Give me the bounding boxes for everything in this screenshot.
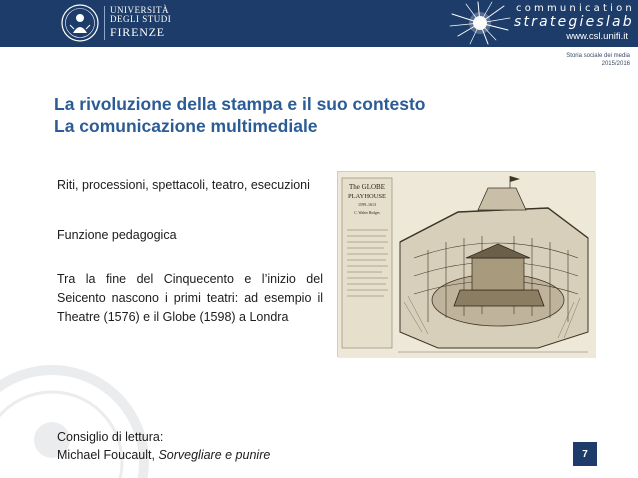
plate-title-4: C. Walter Hodges	[354, 211, 380, 215]
slide-title-line1: La rivoluzione della stampa e il suo contesto	[54, 94, 426, 114]
slide-title-line2: La comunicazione multimediale	[54, 116, 318, 136]
course-name: Storia sociale dei media	[566, 53, 630, 59]
paragraph-pedagogy: Funzione pedagogica	[57, 228, 177, 242]
logo-divider	[104, 6, 105, 40]
reading-reference	[57, 446, 270, 464]
paragraph-rituals: Riti, processioni, spettacoli, teatro, esecuzioni	[57, 178, 310, 192]
globe-illustration	[338, 172, 596, 358]
plate-title-2: PLAYHOUSE	[347, 193, 387, 200]
lab-url[interactable]: www.csl.unifi.it	[566, 31, 628, 42]
lab-starburst-logo	[448, 0, 512, 46]
course-year: 2015/2016	[601, 61, 630, 68]
university-line1: UNIVERSITÀ	[110, 5, 169, 15]
university-name	[110, 6, 171, 38]
lab-name-line2: strategieslab	[514, 14, 634, 30]
lab-name-line1: communication	[516, 3, 635, 14]
university-line3: FIRENZE	[110, 24, 165, 39]
slide-title	[54, 93, 425, 137]
university-seal-logo	[60, 3, 100, 43]
plate-title-1: The GLOBE	[349, 183, 385, 191]
reading-suggestion	[57, 428, 270, 464]
university-line2: DEGLI STUDI	[110, 14, 172, 25]
globe-playhouse-engraving	[337, 171, 595, 357]
page-number: 7	[573, 442, 597, 466]
reading-author: Michael Foucault,	[57, 448, 159, 462]
plate-title-3: 1599–1613	[358, 202, 376, 207]
reading-label: Consiglio di lettura:	[57, 430, 164, 444]
course-info	[566, 52, 630, 68]
paragraph-theatres: Tra la fine del Cinquecento e l’inizio del Seicento nascono i primi teatri: ad esempio il Theatre (1576) e il Globe (1598) a Londra	[57, 272, 323, 324]
header-band	[0, 0, 638, 47]
reading-book-title: Sorvegliare e punire	[158, 448, 271, 462]
